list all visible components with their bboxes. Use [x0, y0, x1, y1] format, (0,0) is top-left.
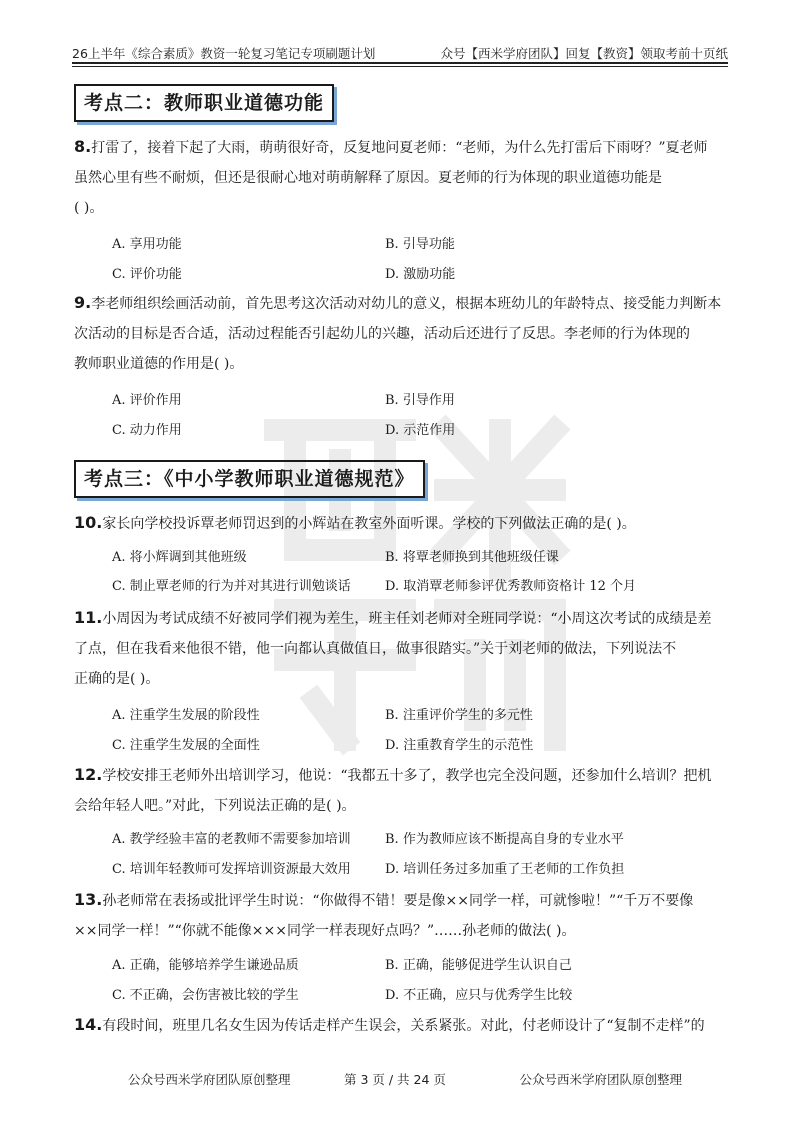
option-c[interactable]: C. 动力作用: [112, 423, 182, 438]
question-9: [74, 288, 726, 379]
option-d[interactable]: D. 取消覃老师参评优秀教师资格计 12 个月: [385, 579, 637, 594]
question-text-line: 学校安排王老师外出培训学习，他说：“我都五十多了，教学也完全没问题，还参加什么培训？把机: [102, 768, 712, 784]
option-d[interactable]: D. 示范作用: [385, 423, 456, 438]
option-c[interactable]: C. 不正确，会伤害被比较的学生: [112, 988, 299, 1003]
question-number: 10.: [74, 513, 103, 532]
option-c[interactable]: C. 培训年轻教师可发挥培训资源最大效用: [112, 862, 351, 877]
question-13: [74, 885, 726, 946]
option-b[interactable]: B. 将覃老师换到其他班级任课: [385, 550, 559, 565]
question-14: [74, 1010, 726, 1041]
question-number: 13.: [74, 890, 103, 909]
option-d[interactable]: D. 培训任务过多加重了王老师的工作负担: [385, 862, 625, 877]
header-rule-thick: [72, 62, 728, 64]
question-text-line: 会给年轻人吧。”对此，下列说法正确的是( )。: [74, 798, 356, 814]
question-text-line: 有段时间，班里几名女生因为传话走样产生误会，关系紧张。对此，付老师设计了“复制不走样”的: [102, 1018, 705, 1034]
question-text-line: 小周因为考试成绩不好被同学们视为差生，班主任刘老师对全班同学说：“小周这次考试的成绩是差: [102, 611, 712, 627]
option-a[interactable]: A. 教学经验丰富的老教师不需要参加培训: [112, 832, 351, 847]
option-c[interactable]: C. 注重学生发展的全面性: [112, 738, 260, 753]
question-text-line: 次活动的目标是否合适，活动过程能否引起幼儿的兴趣，活动后还进行了反思。李老师的行为体现的: [74, 326, 690, 342]
page-header: [72, 40, 728, 62]
option-b[interactable]: B. 注重评价学生的多元性: [385, 708, 533, 723]
option-d[interactable]: D. 激励功能: [385, 267, 456, 282]
option-a[interactable]: A. 将小辉调到其他班级: [112, 550, 247, 565]
question-8: [74, 132, 726, 223]
question-number: 14.: [74, 1015, 103, 1034]
footer-right-text: 公众号西米学府团队原创整理: [519, 1072, 682, 1087]
question-text-line: 虽然心里有些不耐烦，但还是很耐心地对萌萌解释了原因。夏老师的行为体现的职业道德功能是: [74, 170, 662, 186]
question-text-line: 家长向学校投诉覃老师罚迟到的小辉站在教室外面听课。学校的下列做法正确的是( )。: [102, 516, 636, 532]
question-text-line: 正确的是( )。: [74, 671, 160, 687]
question-text-line: 了点，但在我看来他很不错，他一向都认真做值日，做事很踏实。”关于刘老师的做法，下列说法不: [74, 641, 677, 657]
question-text-line: 教师职业道德的作用是( )。: [74, 356, 244, 372]
header-left-text: 26上半年《综合素质》教资一轮复习笔记专项刷题计划: [72, 46, 376, 61]
option-b[interactable]: B. 作为教师应该不断提高自身的专业水平: [385, 832, 624, 847]
option-d[interactable]: D. 不正确，应只与优秀学生比较: [385, 988, 573, 1003]
question-12: [74, 760, 726, 821]
option-b[interactable]: B. 正确，能够促进学生认识自己: [385, 958, 572, 973]
page-footer: [72, 1070, 728, 1090]
header-right-text: 众号【西米学府团队】回复【教资】领取考前十页纸: [440, 46, 728, 61]
option-a[interactable]: A. 享用功能: [112, 237, 182, 252]
question-number: 11.: [74, 608, 103, 627]
page-number: 第 3 页 / 共 24 页: [344, 1072, 446, 1087]
option-b[interactable]: B. 引导作用: [385, 393, 455, 408]
question-11: [74, 603, 726, 694]
question-text-line: ( )。: [74, 200, 104, 216]
option-b[interactable]: B. 引导功能: [385, 237, 455, 252]
section-heading-2: 考点二：教师职业道德功能: [74, 84, 334, 122]
question-text-line: 孙老师常在表扬或批评学生时说：“你做得不错！要是像××同学一样，可就惨啦！”“千万不要像: [102, 893, 694, 909]
question-number: 12.: [74, 765, 103, 784]
header-rule-thin: [72, 66, 728, 67]
question-text-line: ××同学一样！”“你就不能像×××同学一样表现好点吗？”……孙老师的做法( )。: [74, 923, 576, 939]
question-text-line: 李老师组织绘画活动前，首先思考这次活动对幼儿的意义，根据本班幼儿的年龄特点、接受能力判断本: [91, 296, 722, 312]
option-a[interactable]: A. 注重学生发展的阶段性: [112, 708, 260, 723]
question-number: 8.: [74, 137, 92, 156]
question-number: 9.: [74, 293, 92, 312]
option-a[interactable]: A. 评价作用: [112, 393, 182, 408]
option-d[interactable]: D. 注重教育学生的示范性: [385, 738, 534, 753]
option-c[interactable]: C. 评价功能: [112, 267, 182, 282]
option-c[interactable]: C. 制止覃老师的行为并对其进行训勉谈话: [112, 579, 351, 594]
question-10: [74, 508, 726, 539]
section-heading-3: 考点三：《中小学教师职业道德规范》: [74, 460, 425, 498]
option-a[interactable]: A. 正确，能够培养学生谦逊品质: [112, 958, 299, 973]
footer-left-text: 公众号西米学府团队原创整理: [128, 1072, 291, 1087]
question-text-line: 打雷了，接着下起了大雨，萌萌很好奇，反复地问夏老师：“老师，为什么先打雷后下雨呀？”夏老师: [91, 140, 708, 156]
